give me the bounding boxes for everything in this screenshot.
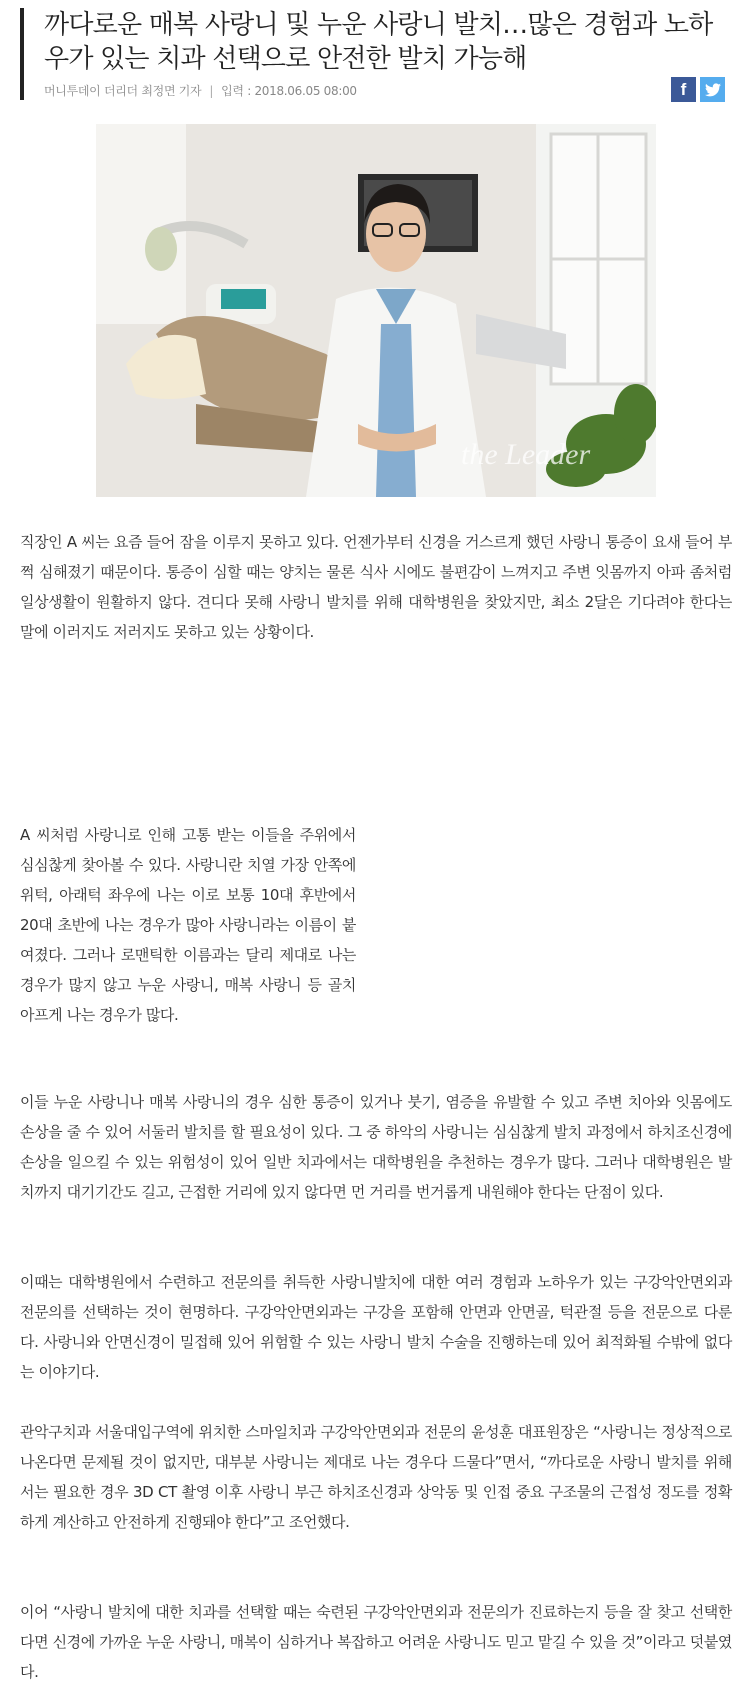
facebook-share-button[interactable] bbox=[671, 77, 696, 102]
twitter-icon bbox=[705, 83, 721, 97]
share-buttons bbox=[671, 77, 725, 102]
article-paragraph: 관악구치과 서울대입구역에 위치한 스마일치과 구강악안면외과 전문의 윤성훈 대표원장은 “사랑니는 정상적으로 나온다면 문제될 것이 없지만, 대부분 사랑니는 제대로 나는 경우다 드물다”면서, “까다로운 사랑니 발치를 위해서는 필요한 경우 3D CT 촬영 이후 사랑니 부근 하치조신경과 상악동 및 인접 중요 구조물의 근접성 정도를 정확하게 계산하고 안전하게 진행돼야 한다”고 조언했다. bbox=[20, 1423, 732, 1531]
article-paragraph: 직장인 A 씨는 요즘 들어 잠을 이루지 못하고 있다. 언젠가부터 신경을 거스르게 했던 사랑니 통증이 요새 들어 부쩍 심해졌기 때문이다. 통증이 심할 때는 양치는 물론 식사 시에도 불편감이 느껴지고 주변 잇몸까지 아파 좀처럼 일상생활이 원활하지 않다. 견디다 못해 사랑니 발치를 위해 대학병원을 찾았지만, 최소 2달은 기다려야 한다는 말에 이러지도 저러지도 못하고 있는 상황이다. bbox=[20, 533, 732, 641]
article-paragraph: A 씨처럼 사랑니로 인해 고통 받는 이들을 주위에서 심심찮게 찾아볼 수 있다. 사랑니란 치열 가장 안쪽에 위턱, 아래턱 좌우에 나는 이로 보통 10대 후반에서 20대 초반에 나는 경우가 많아 사랑니라는 이름이 붙여졌다. 그러나 로맨틱한 이름과는 달리 제대로 나는 경우가 많지 않고 누운 사랑니, 매복 사랑니 등 골치 아프게 나는 경우가 많다. bbox=[20, 826, 356, 1024]
article-paragraph: 이들 누운 사랑니나 매복 사랑니의 경우 심한 통증이 있거나 붓기, 염증을 유발할 수 있고 주변 치아와 잇몸에도 손상을 줄 수 있어 서둘러 발치를 할 필요성이 있다. 그 중 하악의 사랑니는 심심찮게 발치 과정에서 하치조신경에 손상을 일으킬 수 있는 위험성이 있어 일반 치과에서는 대학병원을 추천하는 경우가 많다. 그러나 대학병원은 발치까지 대기기간도 길고, 근접한 거리에 있지 않다면 먼 거리를 번거롭게 내원해야 한다는 단점이 있다. bbox=[20, 1093, 732, 1201]
facebook-icon: f bbox=[680, 79, 687, 99]
article-headline: 까다로운 매복 사랑니 및 누운 사랑니 발치…많은 경험과 노하우가 있는 치과 선택으로 안전한 발치 가능해 bbox=[44, 10, 713, 74]
reporter-name: 머니투데이 더리더 최정면 기자 bbox=[44, 84, 202, 98]
article-paragraph: 이어 “사랑니 발치에 대한 치과를 선택할 때는 숙련된 구강악안면외과 전문의가 진료하는지 등을 잘 찾고 선택한다면 신경에 가까운 누운 사랑니, 매복이 심하거나 복잡하고 어려운 사랑니도 믿고 맡길 수 있을 것”이라고 덧붙였다. bbox=[20, 1603, 732, 1681]
twitter-share-button[interactable] bbox=[700, 77, 725, 102]
byline bbox=[44, 82, 357, 99]
article-paragraph: 이때는 대학병원에서 수련하고 전문의를 취득한 사랑니발치에 대한 여러 경험과 노하우가 있는 구강악안면외과 전문의를 선택하는 것이 현명하다. 구강악안면외과는 구강을 포함해 안면과 안면골, 턱관절 등을 전문으로 다룬다. 사랑니와 안면신경이 밀접해 있어 위험할 수 있는 사랑니 발치 수술을 진행하는데 있어 최적화될 수밖에 없다는 이야기다. bbox=[20, 1273, 732, 1381]
article-photo bbox=[96, 124, 656, 497]
byline-divider: | bbox=[209, 84, 214, 98]
photo-watermark: the Leader bbox=[461, 438, 591, 471]
publish-date: 입력 : 2018.06.05 08:00 bbox=[221, 84, 357, 98]
